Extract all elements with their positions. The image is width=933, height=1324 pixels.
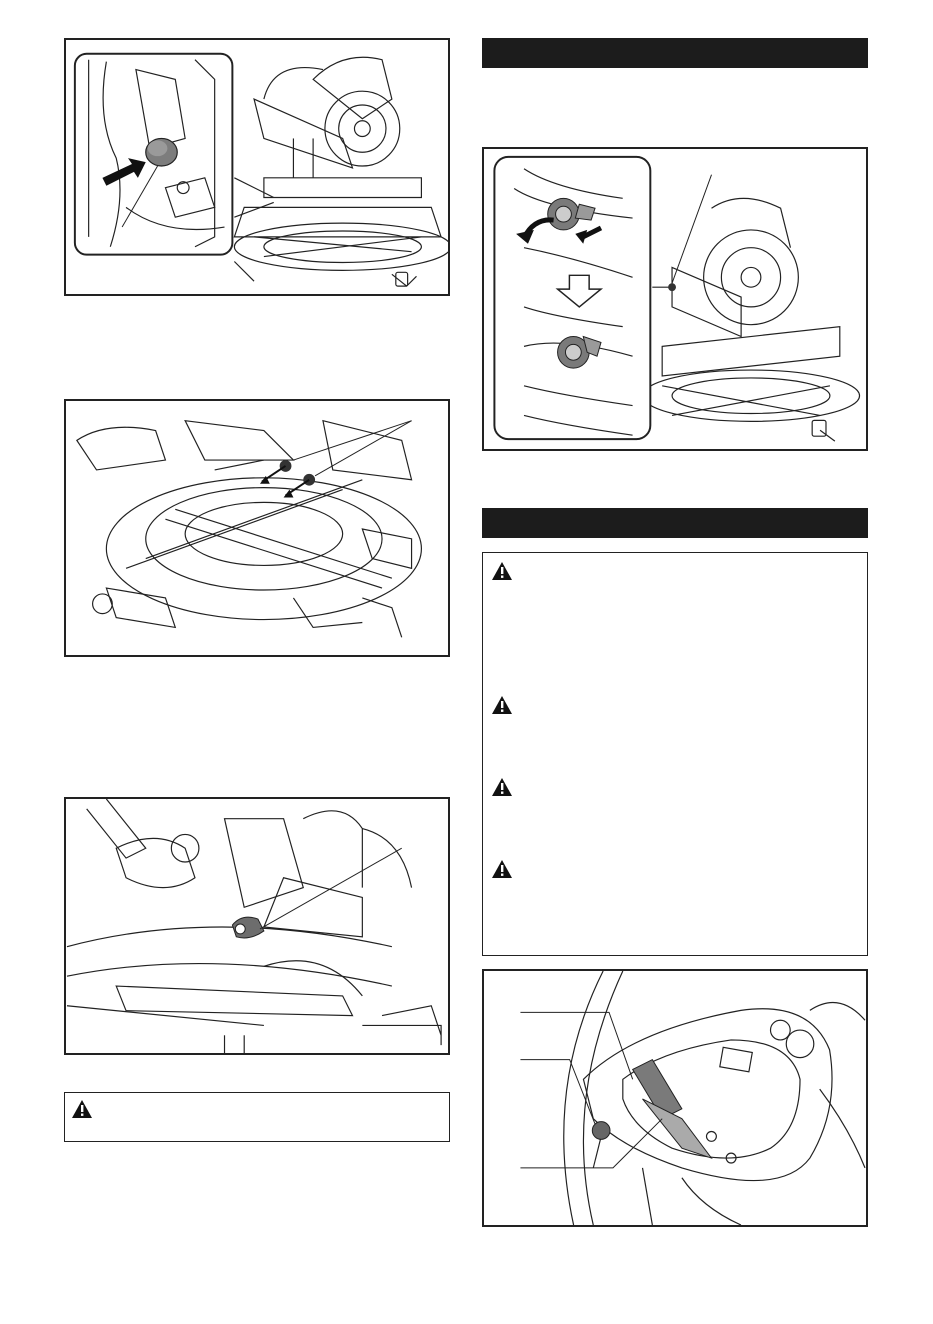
knob-rotate-figure [484, 149, 866, 449]
warning-triangle-icon [71, 1099, 93, 1119]
handle-switch-figure [484, 971, 866, 1225]
lock-lever-figure [66, 799, 448, 1053]
warning-group-box [482, 552, 868, 956]
warning-box-bottom-left [64, 1092, 450, 1142]
warning-triangle-icon [491, 695, 513, 715]
section-bar-switch [482, 508, 868, 538]
section-bar-top [482, 38, 868, 68]
figure-handle-trigger [482, 969, 868, 1227]
figure-knob-rotate [482, 147, 868, 451]
figure-stopper-pin [64, 38, 450, 296]
warning-triangle-icon [491, 859, 513, 879]
turn-base-figure [66, 401, 448, 655]
warning-triangle-icon [491, 561, 513, 581]
figure-turn-base-bolts [64, 399, 450, 657]
figure-lock-lever [64, 797, 450, 1055]
push-button-figure [66, 40, 448, 294]
warning-triangle-icon [491, 777, 513, 797]
